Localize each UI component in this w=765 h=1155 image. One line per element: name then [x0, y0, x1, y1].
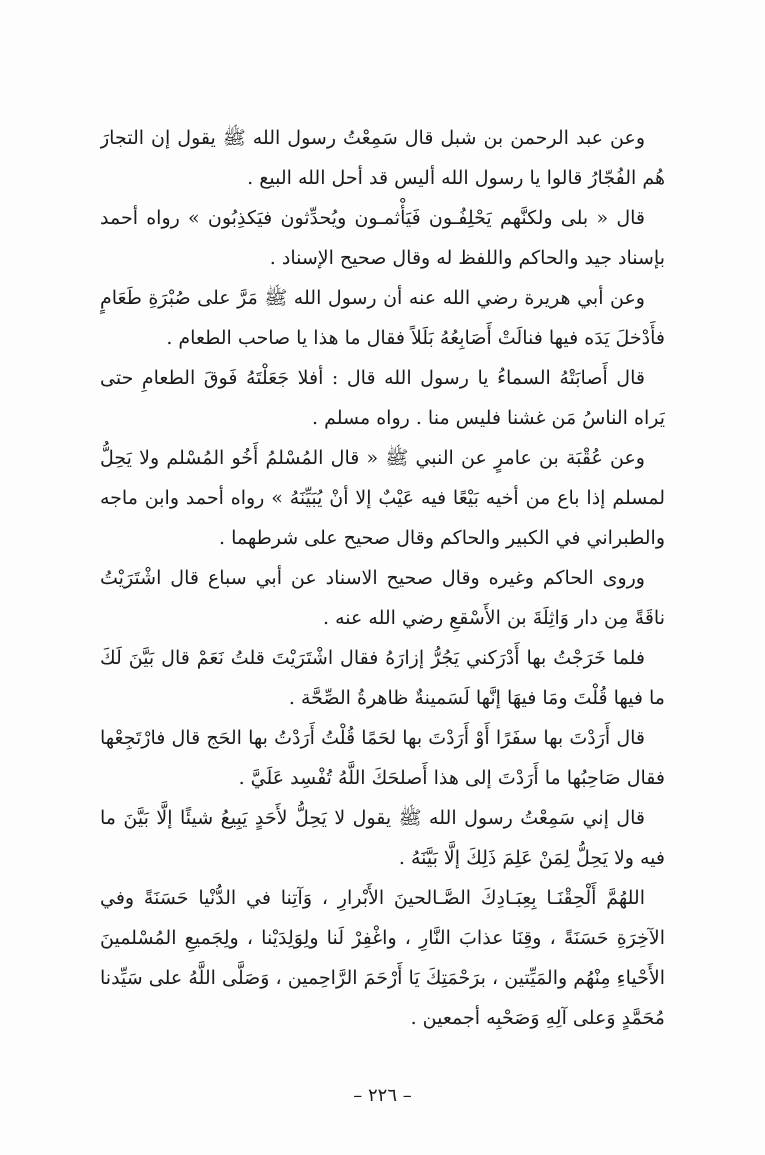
- text-line: قال أَرَدْتَ بها سفَرًا أَوْ أَرَدْتَ بها لحَمًا قُلْتُ أَرَدْتُ بها الحَج قال فارْتَجِعْها: [100, 727, 645, 749]
- text-line: يَراه الناسُ مَن غشنا فليس منا . رواه مسلم .: [312, 407, 665, 429]
- text-line: فأَدْخلَ يَدَه فيها فنالَتْ أَصَابِعُهُ بَلَلاً فقال ما هذا يا صاحب الطعام .: [166, 327, 665, 349]
- text-line: لمسلم إذا باع من أخيه بَيْعًا فيه عَيْبٌ إلا أنْ يُبَيِّنَهُ » رواه أحمد وابن ماجه: [100, 487, 665, 509]
- text-line: ما فيها قُلْتَ ومَا فيهَا إنَّها لَسَمينةٌ ظاهرةُ الصِّحَّة .: [288, 687, 665, 709]
- text-line: فلما خَرَجْتُ بها أَدْرَكني يَجُرُّ إزارَهُ فقال اشْتَرَيْتَ قلتُ نَعَمْ قال بَيَّنَ لَكَ: [100, 647, 645, 669]
- text-line: وعن عبد الرحمن بن شبل قال سَمِعْتُ رسول الله ﷺ يقول إن التجارَ: [100, 127, 645, 149]
- text-line: فقال صَاحِبُها ما أَرَدْتَ إلى هذا أَصلحَكَ اللَّهُ تُفْسِد عَلَيَّ .: [238, 767, 665, 789]
- text-line: قال أَصابَتْهُ السماءُ يا رسول الله قال : أفلا جَعَلْتَهُ فَوقَ الطعامِ حتى: [100, 367, 645, 389]
- text-line: قال « بلى ولكنَّهم يَحْلِفُـون فَيَأْثمـون ويُحدِّثون فيَكذِبُون » رواه أحمد: [100, 207, 645, 229]
- text-line: الأَحْياءِ مِنْهُم والمَيِّتين ، برَحْمَتِكَ يَا أَرْحَمَ الرَّاحِمين ، وَصَلَّى اللَّهُ على سَيِّدنا: [100, 967, 665, 989]
- page-number: – ٢٢٦ –: [353, 1085, 412, 1106]
- text-line: ناقَةً مِن دار وَاثِلَةَ بن الأَسْقعِ رضي الله عنه .: [323, 607, 665, 629]
- text-line: فيه ولا يَحِلُّ لِمَنْ عَلِمَ ذَلِكَ إلَّا بَيَّنَهُ .: [398, 847, 665, 869]
- text-line: بإسناد جيد والحاكم واللفظ له وقال صحيح الإسناد .: [269, 247, 665, 269]
- body-text: [100, 118, 665, 1038]
- text-line: الآخِرَةِ حَسَنَةً ، وقِنَا عذابَ النَّارِ ، واغْفِرْ لَنا ولِوَلِدَيْنا ، ولِجَميعِ المُسْلمينَ: [100, 927, 665, 949]
- text-line: والطبراني في الكبير والحاكم وقال صحيح على شرطهما .: [219, 527, 665, 549]
- text-line: هُم الفُجّارُ قالوا يا رسول الله أليس قد أحل الله البيع .: [247, 167, 665, 189]
- text-line: وروى الحاكم وغيره وقال صحيح الاسناد عن أبي سباع قال اشْتَرَيْتُ: [100, 567, 645, 589]
- text-line: وعن أبي هريرة رضي الله عنه أن رسول الله ﷺ مَرَّ على صُبْرَةِ طَعَامٍ: [100, 287, 645, 309]
- text-line: مُحَمَّدٍ وَعلى آلِهِ وَصَحْبِه أجمعين .: [410, 1007, 665, 1029]
- text-line: قال إني سَمِعْتُ رسول الله ﷺ يقول لا يَحِلُّ لأَحَدٍ يَبِيعُ شيئًا إلَّا بَيَّنَ ما: [100, 807, 645, 829]
- text-line: اللهُمَّ أَلْحِقْنَـا بِعِبَـادِكَ الصَّـالحينَ الأَبْرارِ ، وَآتِنا في الدُّنْيا حَسَنَةً وفي: [100, 887, 645, 909]
- text-line: وعن عُقْبَة بن عامرٍ عن النبي ﷺ « قال المُسْلمُ أَخُو المُسْلم ولا يَحِلُّ: [100, 447, 645, 469]
